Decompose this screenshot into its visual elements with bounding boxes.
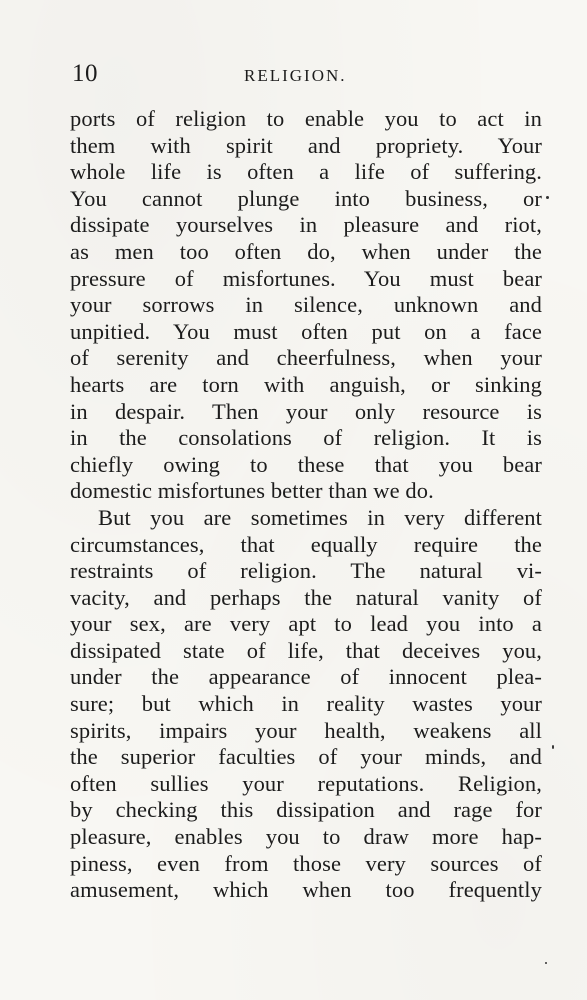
text-line: them with spirit and propriety. Your xyxy=(70,132,542,158)
text-line: unpitied. You must often put on a face xyxy=(70,318,542,344)
body-text xyxy=(70,106,542,904)
text-line: your sorrows in silence, unknown and xyxy=(70,292,542,318)
text-line: of serenity and cheerfulness, when your xyxy=(70,345,542,371)
text-line: the superior faculties of your minds, and xyxy=(70,744,542,770)
text-line: often sullies your reputations. Religion, xyxy=(70,770,542,796)
text-line: in despair. Then your only resource is xyxy=(70,398,542,424)
text-line: sure; but which in reality wastes your xyxy=(70,691,542,717)
text-line: as men too often do, when under the xyxy=(70,238,542,264)
text-line: You cannot plunge into business, or xyxy=(70,185,542,211)
text-line: spirits, impairs your health, weakens all xyxy=(70,717,542,743)
paper-speck xyxy=(545,962,547,964)
running-head: RELIGION. xyxy=(244,66,347,85)
text-line: chiefly owing to these that you bear xyxy=(70,451,542,477)
text-line: in the consolations of religion. It is xyxy=(70,425,542,451)
page-number: 10 xyxy=(72,60,98,87)
text-line: whole life is often a life of suffering. xyxy=(70,159,542,185)
text-line: domestic misfortunes better than we do. xyxy=(70,478,434,504)
text-line: pressure of misfortunes. You must bear xyxy=(70,265,542,291)
paper-speck xyxy=(552,745,554,749)
text-line: dissipated state of life, that deceives you, xyxy=(70,637,542,663)
text-line: your sex, are very apt to lead you into a xyxy=(70,611,542,637)
paper-speck xyxy=(546,196,549,199)
text-line: ports of religion to enable you to act in xyxy=(70,106,542,131)
text-line: dissipate yourselves in pleasure and riot, xyxy=(70,212,542,238)
text-line: by checking this dissipation and rage for xyxy=(70,797,542,823)
text-line: hearts are torn with anguish, or sinking xyxy=(70,371,542,397)
text-line: amusement, which when too frequently xyxy=(70,877,542,903)
page-header xyxy=(72,60,542,90)
text-line: under the appearance of innocent plea- xyxy=(70,664,542,690)
text-line: pleasure, enables you to draw more hap- xyxy=(70,824,542,850)
text-line: vacity, and perhaps the natural vanity of xyxy=(70,584,542,610)
text-line: But you are sometimes in very different xyxy=(98,504,542,530)
text-line: piness, even from those very sources of xyxy=(70,850,542,876)
text-line: restraints of religion. The natural vi- xyxy=(70,558,542,584)
text-line: circumstances, that equally require the xyxy=(70,531,542,557)
